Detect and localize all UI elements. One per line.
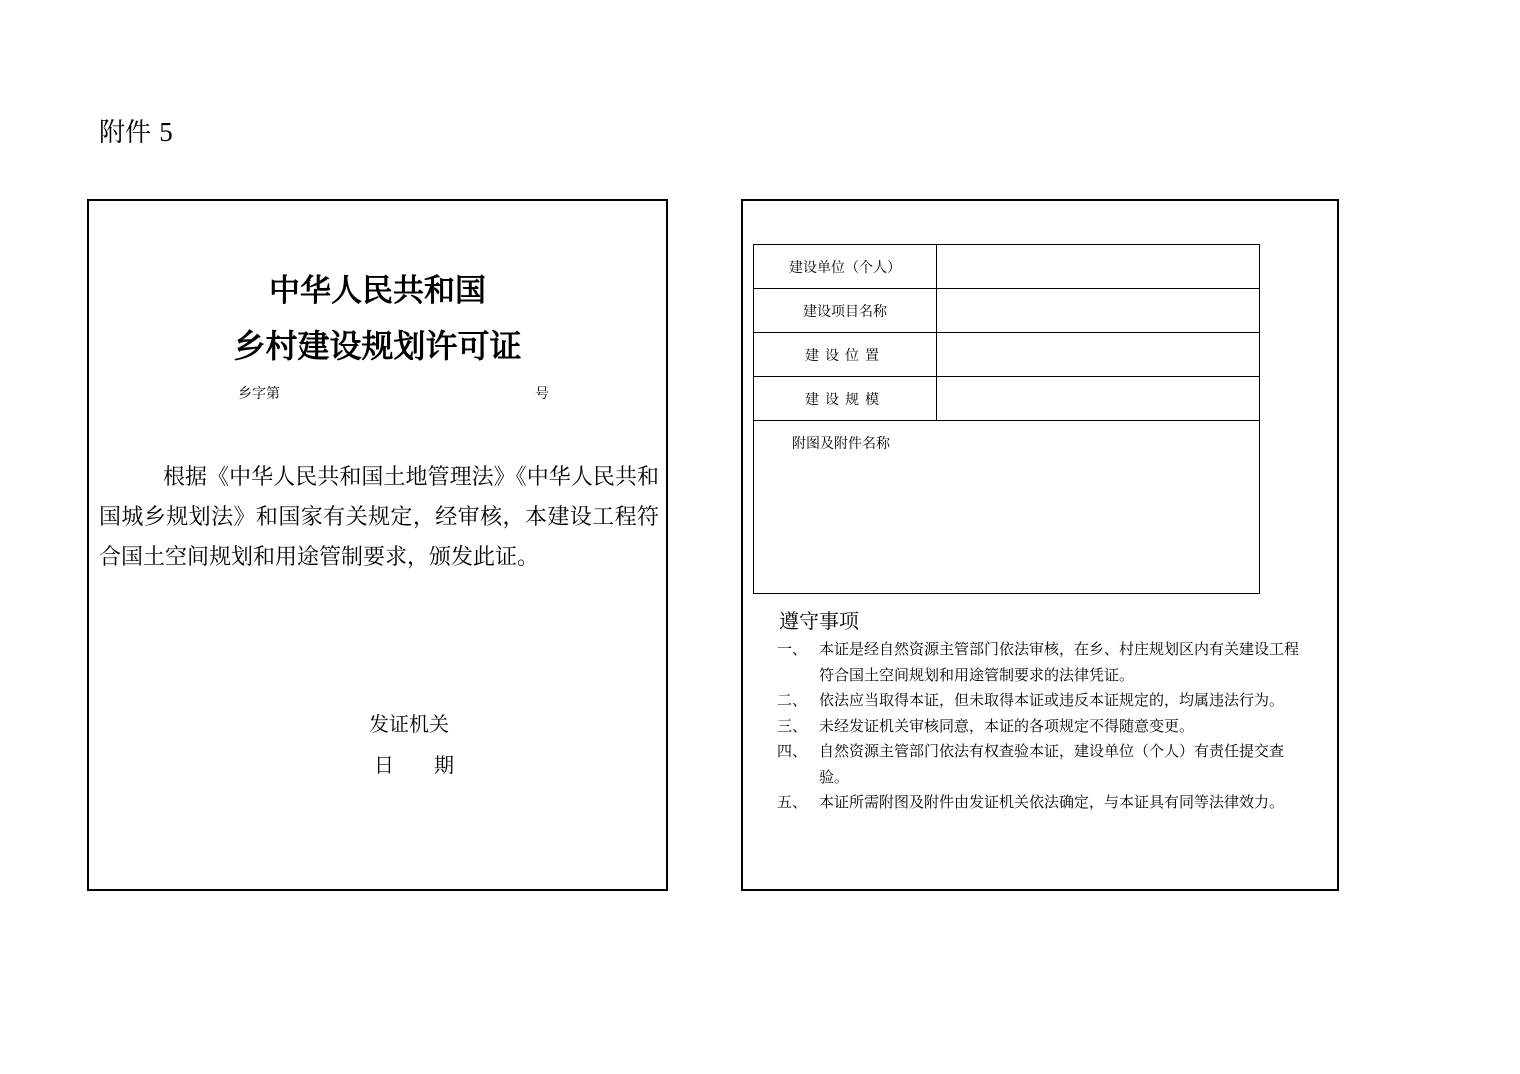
project-name-value <box>937 289 1260 333</box>
notice-number: 三、 <box>777 716 808 735</box>
list-item <box>777 688 1302 714</box>
notice-text: 本证所需附图及附件由发证机关依法确定，与本证具有同等法律效力。 <box>819 793 1285 811</box>
table-row <box>754 333 1260 377</box>
construction-unit-value <box>937 245 1260 289</box>
permit-front-panel <box>87 199 668 891</box>
project-info-table <box>753 244 1260 594</box>
notice-number: 四、 <box>777 742 808 760</box>
permit-number-prefix: 乡字第 <box>238 386 280 402</box>
notice-text: 依法应当取得本证，但未取得本证或违反本证规定的，均属违法行为。 <box>819 691 1285 709</box>
list-item <box>777 637 1302 688</box>
construction-scale-label: 建设规模 <box>754 377 937 421</box>
table-row <box>754 245 1260 289</box>
construction-scale-value <box>937 377 1260 421</box>
notice-number: 一、 <box>777 640 808 658</box>
notice-text: 未经发证机关审核同意，本证的各项规定不得随意变更。 <box>819 716 1195 735</box>
construction-unit-label: 建设单位（个人） <box>754 245 937 289</box>
notice-number: 二、 <box>777 691 808 709</box>
permit-back-panel <box>741 199 1339 891</box>
attachment-number: 5 <box>159 117 173 147</box>
attachment-word: 附件 <box>99 118 152 148</box>
country-title: 中华人民共和国 <box>269 273 486 309</box>
list-item <box>777 739 1302 790</box>
date-char-2: 期 <box>434 753 454 777</box>
date-char-1: 日 <box>374 753 394 777</box>
notice-text: 自然资源主管部门依法有权查验本证，建设单位（个人）有责任提交查验。 <box>819 742 1285 786</box>
permit-body-text: 根据《中华人民共和国土地管理法》《中华人民共和国城乡规划法》和国家有关规定，经审核，本建设工程符合国土空间规划和用途管制要求，颁发此证。 <box>99 465 659 570</box>
table-row <box>754 377 1260 421</box>
notice-text: 本证是经自然资源主管部门依法审核，在乡、村庄规划区内有关建设工程符合国土空间规划和用途管制要求的法律凭证。 <box>819 640 1300 684</box>
list-item <box>777 790 1302 816</box>
notice-number: 五、 <box>777 793 808 811</box>
attachment-label <box>99 112 173 149</box>
table-row <box>754 289 1260 333</box>
notice-title: 遵守事项 <box>779 609 859 633</box>
issuing-authority-label: 发证机关 <box>369 712 449 736</box>
construction-location-label: 建设位置 <box>754 333 937 377</box>
permit-number-suffix: 号 <box>535 386 549 402</box>
notice-list <box>777 637 1302 816</box>
date-label <box>374 749 454 778</box>
permit-title: 乡村建设规划许可证 <box>233 327 522 365</box>
list-item <box>777 714 1302 740</box>
table-row <box>754 421 1260 594</box>
construction-location-value <box>937 333 1260 377</box>
attachments-label: 附图及附件名称 <box>754 421 1260 594</box>
project-name-label: 建设项目名称 <box>754 289 937 333</box>
